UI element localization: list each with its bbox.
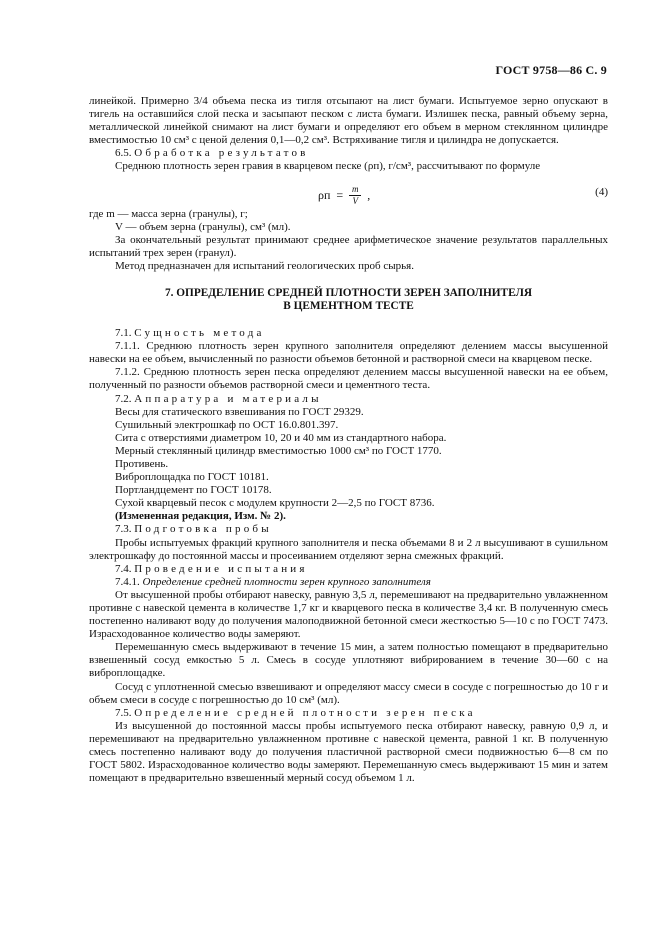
- paragraph-7-3: Пробы испытуемых фракций крупного заполнителя и песка объемами 8 и 2 л высушивают в сушильном электрошкафу до постоянной массы и просеиванием отделяют зерна смежных фракций.: [89, 536, 608, 562]
- heading-title: Подготовка пробы: [134, 523, 272, 536]
- formula-expression: [318, 185, 370, 206]
- heading-7-3: [89, 523, 608, 536]
- paragraph-7-1-2: 7.1.2. Среднюю плотность зерен песка определяют делением массы высушенной навески на ее объем, полученный по разности объемов растворной смеси и цементного теста.: [89, 366, 608, 392]
- heading-title: Сущность метода: [134, 327, 265, 340]
- paragraph-7-4-1c: Сосуд с уплотненной смесью взвешивают и определяют массу смеси в сосуде с погрешностью до 10 г и объем смеси в сосуде с погрешностью до 10 см³ (мл).: [89, 680, 608, 706]
- heading-7-2: [89, 393, 608, 406]
- formula-tail: ,: [367, 187, 371, 202]
- heading-number: 7.1.: [115, 327, 132, 340]
- formula-fraction: [349, 185, 361, 206]
- heading-6-5: [89, 147, 608, 160]
- heading-number: 7.2.: [115, 392, 132, 405]
- formula-number: (4): [595, 185, 608, 198]
- paragraph-formula-intro: Среднюю плотность зерен гравия в кварцевом песке (ρп), г/см³, рассчитывают по формуле: [115, 160, 541, 173]
- equipment-item: Виброплощадка по ГОСТ 10181.: [115, 471, 269, 484]
- heading-number: 7.4.1.: [115, 575, 140, 588]
- formula-denominator: V: [352, 195, 358, 206]
- formula-4: [89, 178, 608, 208]
- heading-number: 7.3.: [115, 523, 132, 536]
- paragraph-7-1-1: 7.1.1. Среднюю плотность зерен крупного заполнителя определяют делением массы высушенной навески на ее объем, вычисленный по разности объемов бетонной и растворной смеси на кварцевом песке.: [89, 340, 608, 366]
- heading-title: Обработка результатов: [134, 147, 309, 160]
- equipment-item: Портландцемент по ГОСТ 10178.: [115, 484, 272, 497]
- heading-7-4: [89, 563, 608, 576]
- equipment-item: Сушильный электрошкаф по ОСТ 16.0.801.397.: [115, 418, 339, 431]
- heading-title: Проведение испытания: [134, 562, 308, 575]
- edition-note: (Измененная редакция, Изм. № 2).: [115, 510, 286, 523]
- section-title-line1: 7. ОПРЕДЕЛЕНИЕ СРЕДНЕЙ ПЛОТНОСТИ ЗЕРЕН ЗАПОЛНИТЕЛЯ: [164, 287, 533, 300]
- where-volume: [89, 221, 608, 234]
- equipment-item: Мерный стеклянный цилиндр вместимостью 1000 см³ по ГОСТ 1770.: [115, 444, 442, 457]
- heading-number: 7.4.: [115, 562, 132, 575]
- equipment-item: Противень.: [115, 457, 169, 470]
- where-mass: где m — масса зерна (гранулы), г;: [89, 207, 248, 220]
- equipment-item: Сита с отверстиями диаметром 10, 20 и 40 мм из стандартного набора.: [115, 431, 447, 444]
- heading-title: Аппаратура и материалы: [134, 392, 322, 405]
- formula-lhs: ρп: [318, 187, 331, 202]
- paragraph-final-result: За окончательный результат принимают среднее арифметическое значение результатов параллельных испытаний трех зерен (гранул).: [89, 233, 608, 259]
- paragraph-7-4-1b: Перемешанную смесь выдерживают в течение 15 мин, а затем полностью помещают в предварительно взвешенный сосуд емкостью 5 л. Смесь в сосуде уплотняют вибрированием в течение 30—60 с на виброплощадке.: [89, 641, 608, 680]
- paragraph-7-5: Из высушенной до постоянной массы пробы испытуемого песка отбирают навеску, равную 0,9 л, и перемешивают на предварительно увлажненном противне с навеской цемента, равной 1 кг. В полученную смесь постепенно наливают воду до получения пластичной растворной смеси подвижностью 6—8 см по ГОСТ 5802. Израсходованное количество воды замеряют. Перемешанную смесь выдерживают 15 мин и затем помещают в предварительно взвешенный мерный сосуд объемом 1 л.: [89, 719, 608, 785]
- heading-7-4-1: [89, 576, 608, 589]
- paragraph-method-scope: Метод предназначен для испытаний геологических проб сырья.: [115, 259, 414, 272]
- equipment-item: Весы для статического взвешивания по ГОСТ 29329.: [115, 405, 364, 418]
- heading-7-1: [89, 327, 608, 340]
- heading-number: 7.5.: [115, 706, 132, 719]
- formula-numerator: m: [351, 183, 359, 194]
- heading-title: Определение средней плотности зерен крупного заполнителя: [142, 575, 431, 588]
- equipment-item: Сухой кварцевый песок с модулем крупности 2—2,5 по ГОСТ 8736.: [115, 497, 435, 510]
- heading-number: 6.5.: [115, 147, 132, 160]
- where-volume-text: V — объем зерна (гранулы), см³ (мл).: [115, 220, 291, 233]
- formula-equals: =: [336, 187, 344, 202]
- heading-title: Определение средней плотности зерен песка: [134, 706, 476, 719]
- page-header: ГОСТ 9758—86 С. 9: [495, 63, 607, 77]
- paragraph-7-4-1a: От высушенной пробы отбирают навеску, равную 3,5 л, перемешивают на предварительно увлажненном противне с навеской цемента в количестве 1,7 кг и кварцевого песка в количестве 3,4 кг. В полученную смесь постепенно наливают воду до получения малоподвижной бетонной смеси жесткостью 5—10 с по ГОСТ 7473. Израсходованное количество воды замеряют.: [89, 588, 608, 641]
- heading-7-5: [89, 707, 608, 720]
- section-7-title: [89, 287, 608, 313]
- document-body: [89, 95, 608, 785]
- section-title-line2: В ЦЕМЕНТНОМ ТЕСТЕ: [283, 300, 414, 313]
- paragraph-sand-procedure: линейкой. Примерно 3/4 объема песка из тигля отсыпают на лист бумаги. Испытуемое зерно опускают в тигель на оставшийся слой песка и засыпают песком с листа бумаги. Излишек песка, равный объему зерна, металлической линейкой снимают на лист бумаги и определяют его объем в мерном стеклянном цилиндре вместимостью 10 см³ с ценой деления 0,1—0,2 см³. Встряхивание тигля и цилиндра не допускается.: [89, 95, 608, 147]
